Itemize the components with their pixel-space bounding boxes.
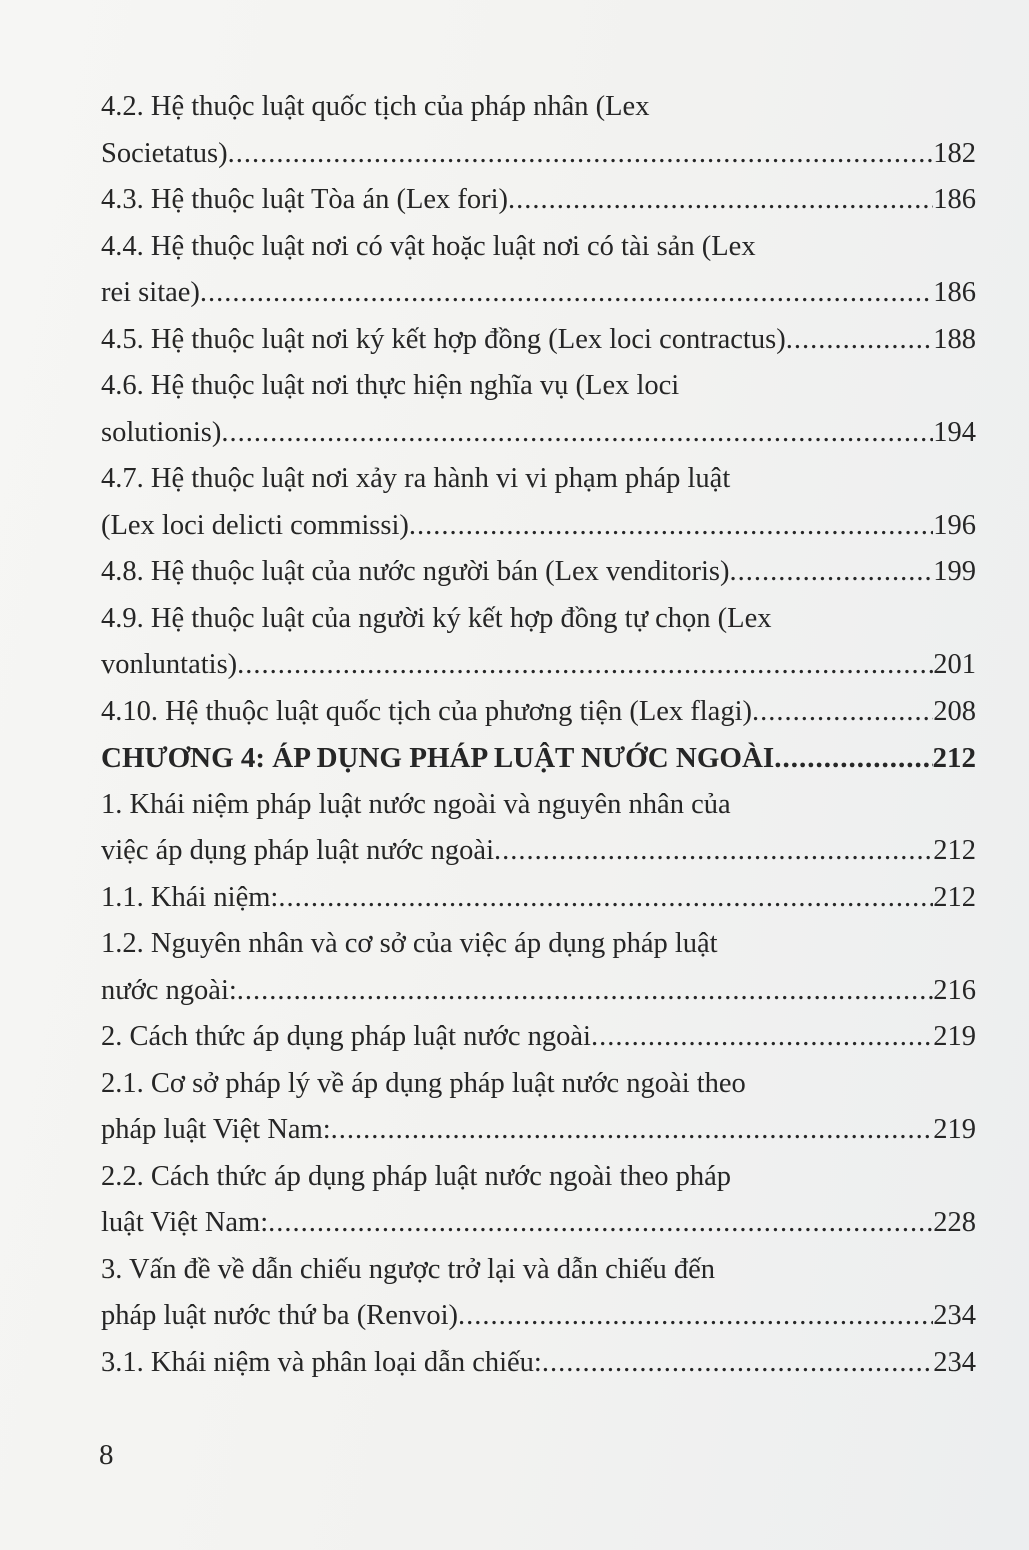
toc-entry-text: 4.6. Hệ thuộc luật nơi thực hiện nghĩa vụ (Lex loci — [101, 370, 680, 401]
toc-entry-text: solutionis) — [101, 416, 222, 448]
toc-leader-dots — [237, 968, 933, 1015]
toc-leader-dots — [786, 317, 934, 364]
toc-leader-dots — [494, 828, 933, 875]
toc-leader-dots — [774, 735, 932, 782]
toc-leader-dots — [752, 689, 933, 736]
toc-entry-text: 1.2. Nguyên nhân và cơ sở của việc áp dụng pháp luật — [101, 928, 718, 959]
toc-page-number: 216 — [933, 974, 976, 1006]
toc-leader-dots — [542, 1340, 933, 1387]
toc-entry-text: 4.4. Hệ thuộc luật nơi có vật hoặc luật nơi có tài sản (Lex — [101, 230, 756, 262]
toc-page-number: 201 — [933, 649, 976, 680]
toc-page-number: 212 — [932, 742, 976, 774]
toc-entry — [101, 689, 976, 736]
toc-page-number: 219 — [933, 1021, 976, 1052]
toc-entry-text: pháp luật nước thứ ba (Renvoi) — [101, 1300, 459, 1331]
toc-entry-text: vonluntatis) — [101, 649, 238, 680]
toc-entry-text: 4.2. Hệ thuộc luật quốc tịch của pháp nhân (Lex — [101, 91, 650, 122]
toc-entry-text: 4.3. Hệ thuộc luật Tòa án (Lex fori) — [101, 184, 509, 215]
toc-entry-text: pháp luật Việt Nam: — [101, 1114, 331, 1145]
toc-entry — [101, 1293, 976, 1340]
toc-entry-text: 3.1. Khái niệm và phân loại dẫn chiếu: — [101, 1346, 542, 1378]
toc-page-number: 234 — [933, 1346, 976, 1378]
toc-leader-dots — [237, 642, 933, 689]
toc-page-number: 196 — [933, 509, 976, 541]
toc-page-number: 194 — [933, 416, 976, 448]
toc-entry-text: 4.9. Hệ thuộc luật của người ký kết hợp đồng tự chọn (Lex — [101, 602, 772, 634]
toc-entry-text: việc áp dụng pháp luật nước ngoài — [101, 835, 494, 866]
toc-entry-text: luật Việt Nam: — [101, 1207, 269, 1238]
toc-entry-text: 1.1. Khái niệm: — [101, 881, 279, 913]
toc-entry — [101, 642, 976, 689]
toc-entry-text: Societatus) — [101, 137, 228, 169]
toc-leader-dots — [591, 1014, 933, 1061]
toc-leader-dots — [730, 549, 934, 596]
toc-entry — [101, 410, 976, 457]
toc-page-number: 234 — [933, 1300, 976, 1331]
toc-entry-text: 2.2. Cách thức áp dụng pháp luật nước ngoài theo pháp — [101, 1160, 732, 1192]
toc-entry-text: (Lex loci delicti commissi) — [101, 509, 409, 541]
toc-leader-dots — [228, 131, 934, 178]
toc-leader-dots — [409, 503, 933, 550]
toc-entry-text: rei sitae) — [101, 277, 200, 308]
toc-chapter-heading — [101, 735, 976, 782]
toc-entry — [101, 131, 976, 178]
toc-page-number: 188 — [933, 323, 976, 355]
toc-entry — [101, 177, 976, 224]
toc-leader-dots — [331, 1107, 934, 1154]
toc-entry-text: 2. Cách thức áp dụng pháp luật nước ngoài — [101, 1021, 591, 1052]
toc-entry — [101, 1107, 976, 1154]
toc-entry — [101, 875, 976, 922]
toc-entry-text: 4.5. Hệ thuộc luật nơi ký kết hợp đồng (Lex loci contractus) — [101, 323, 786, 355]
toc-entry — [101, 1014, 976, 1061]
toc-entry-text: nước ngoài: — [101, 974, 237, 1006]
toc-entry-text: 4.10. Hệ thuộc luật quốc tịch của phương tiện (Lex flagi) — [101, 695, 752, 727]
table-of-contents — [101, 84, 976, 1386]
toc-entry — [101, 317, 976, 364]
toc-page-number: 208 — [933, 695, 976, 727]
toc-entry — [101, 1200, 976, 1247]
toc-entry-text: 3. Vấn đề về dẫn chiếu ngược trở lại và dẫn chiếu đến — [101, 1253, 716, 1285]
toc-leader-dots — [278, 875, 933, 922]
toc-entry — [101, 1340, 976, 1387]
toc-page-number: 219 — [933, 1114, 976, 1145]
toc-leader-dots — [458, 1293, 933, 1340]
toc-page-number: 199 — [933, 556, 976, 587]
toc-page-number: 182 — [933, 137, 976, 169]
toc-entry — [101, 549, 976, 596]
toc-entry — [101, 968, 976, 1015]
toc-page-number: 186 — [933, 277, 976, 308]
toc-entry-text: 1. Khái niệm pháp luật nước ngoài và nguyên nhân của — [101, 788, 731, 820]
toc-entry-text: CHƯƠNG 4: ÁP DỤNG PHÁP LUẬT NƯỚC NGOÀI — [101, 742, 775, 774]
toc-leader-dots — [200, 270, 933, 317]
toc-leader-dots — [221, 410, 933, 457]
toc-leader-dots — [268, 1200, 933, 1247]
toc-page-number: 212 — [933, 881, 976, 913]
toc-entry-text: 2.1. Cơ sở pháp lý về áp dụng pháp luật nước ngoài theo — [101, 1067, 746, 1099]
toc-page-number: 212 — [933, 835, 976, 866]
toc-page-number: 228 — [933, 1207, 976, 1238]
toc-entry-text: 4.8. Hệ thuộc luật của nước người bán (Lex venditoris) — [101, 556, 730, 587]
toc-entry — [101, 503, 976, 550]
page-number: 8 — [99, 1439, 114, 1471]
toc-entry — [101, 828, 976, 875]
toc-entry-text: 4.7. Hệ thuộc luật nơi xảy ra hành vi vi phạm pháp luật — [101, 463, 731, 494]
toc-page-number: 186 — [933, 184, 976, 215]
toc-entry — [101, 270, 976, 317]
toc-leader-dots — [508, 177, 933, 224]
